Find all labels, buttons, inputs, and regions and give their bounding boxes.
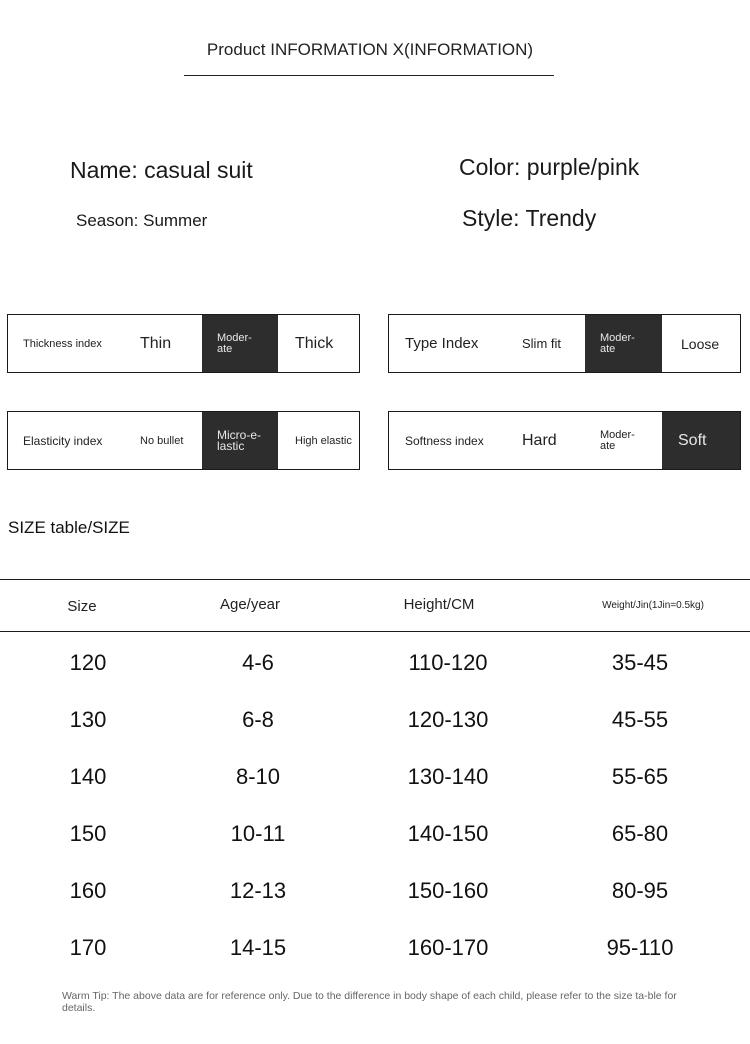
elasticity-option-high-elastic: High elastic — [295, 434, 352, 447]
product-color: Color: purple/pink — [459, 154, 640, 180]
softness-index-box — [388, 411, 741, 470]
table-cell-size: 130 — [69, 707, 107, 732]
table-cell-weight: 65-80 — [611, 821, 669, 846]
column-header-height: Height/CM — [403, 596, 475, 613]
elasticity-option-micro-elastic: Micro-e- lastic — [202, 412, 278, 469]
table-cell-weight: 35-45 — [611, 650, 669, 675]
elasticity-index-box — [7, 411, 360, 470]
thickness-index-box — [7, 314, 360, 373]
table-cell-height: 120-130 — [407, 707, 489, 732]
warm-tip-note: Warm Tip: The above data are for reference only. Due to the difference in body shape of each child, please refer to the size ta-ble for details. — [62, 990, 677, 1014]
column-header-weight: Weight/Jin(1Jin=0.5kg) — [602, 600, 704, 611]
table-cell-weight: 45-55 — [611, 707, 669, 732]
table-cell-size: 170 — [69, 935, 107, 960]
table-cell-age: 4-6 — [242, 650, 274, 675]
table-top-rule — [0, 579, 750, 580]
softness-option-soft: Soft — [662, 412, 740, 469]
table-header-rule — [0, 631, 750, 632]
table-cell-weight: 95-110 — [606, 935, 674, 960]
table-cell-age: 6-8 — [242, 707, 274, 732]
table-cell-size: 120 — [69, 650, 107, 675]
table-cell-age: 14-15 — [229, 935, 287, 960]
table-cell-size: 160 — [69, 878, 107, 903]
type-option-loose: Loose — [681, 335, 720, 352]
type-index-label: Type Index — [405, 335, 479, 352]
column-header-size: Size — [67, 598, 97, 615]
softness-option-moderate: Moder- ate — [600, 428, 635, 452]
table-cell-weight: 55-65 — [611, 764, 669, 789]
thickness-index-label: Thickness index — [23, 337, 102, 350]
table-cell-age: 10-11 — [230, 821, 286, 846]
product-season: Season: Summer — [76, 211, 208, 230]
table-cell-height: 110-120 — [408, 650, 488, 675]
table-cell-height: 140-150 — [407, 821, 489, 846]
thickness-option-thick: Thick — [295, 334, 334, 352]
size-table-heading: SIZE table/SIZE — [8, 518, 130, 537]
elasticity-option-no-bullet: No bullet — [140, 434, 184, 447]
product-name: Name: casual suit — [70, 157, 253, 183]
type-index-box — [388, 314, 741, 373]
thickness-option-thin: Thin — [140, 334, 172, 352]
type-option-moderate: Moder- ate — [585, 315, 662, 372]
table-cell-size: 150 — [69, 821, 107, 846]
table-cell-size: 140 — [69, 764, 107, 789]
table-cell-height: 130-140 — [407, 764, 489, 789]
type-option-slim-fit: Slim fit — [522, 336, 561, 351]
elasticity-index-label: Elasticity index — [23, 433, 103, 448]
title-underline — [184, 75, 554, 76]
table-cell-height: 150-160 — [407, 878, 489, 903]
column-header-age: Age/year — [219, 596, 281, 613]
product-style: Style: Trendy — [462, 205, 597, 231]
softness-option-hard: Hard — [522, 431, 557, 449]
softness-index-label: Softness index — [405, 433, 484, 448]
table-cell-weight: 80-95 — [611, 878, 669, 903]
thickness-option-moderate: Moder- ate — [202, 315, 278, 372]
table-cell-age: 12-13 — [229, 878, 287, 903]
table-cell-age: 8-10 — [235, 764, 281, 789]
page-title: Product INFORMATION X(INFORMATION) — [206, 40, 534, 59]
table-cell-height: 160-170 — [407, 935, 489, 960]
